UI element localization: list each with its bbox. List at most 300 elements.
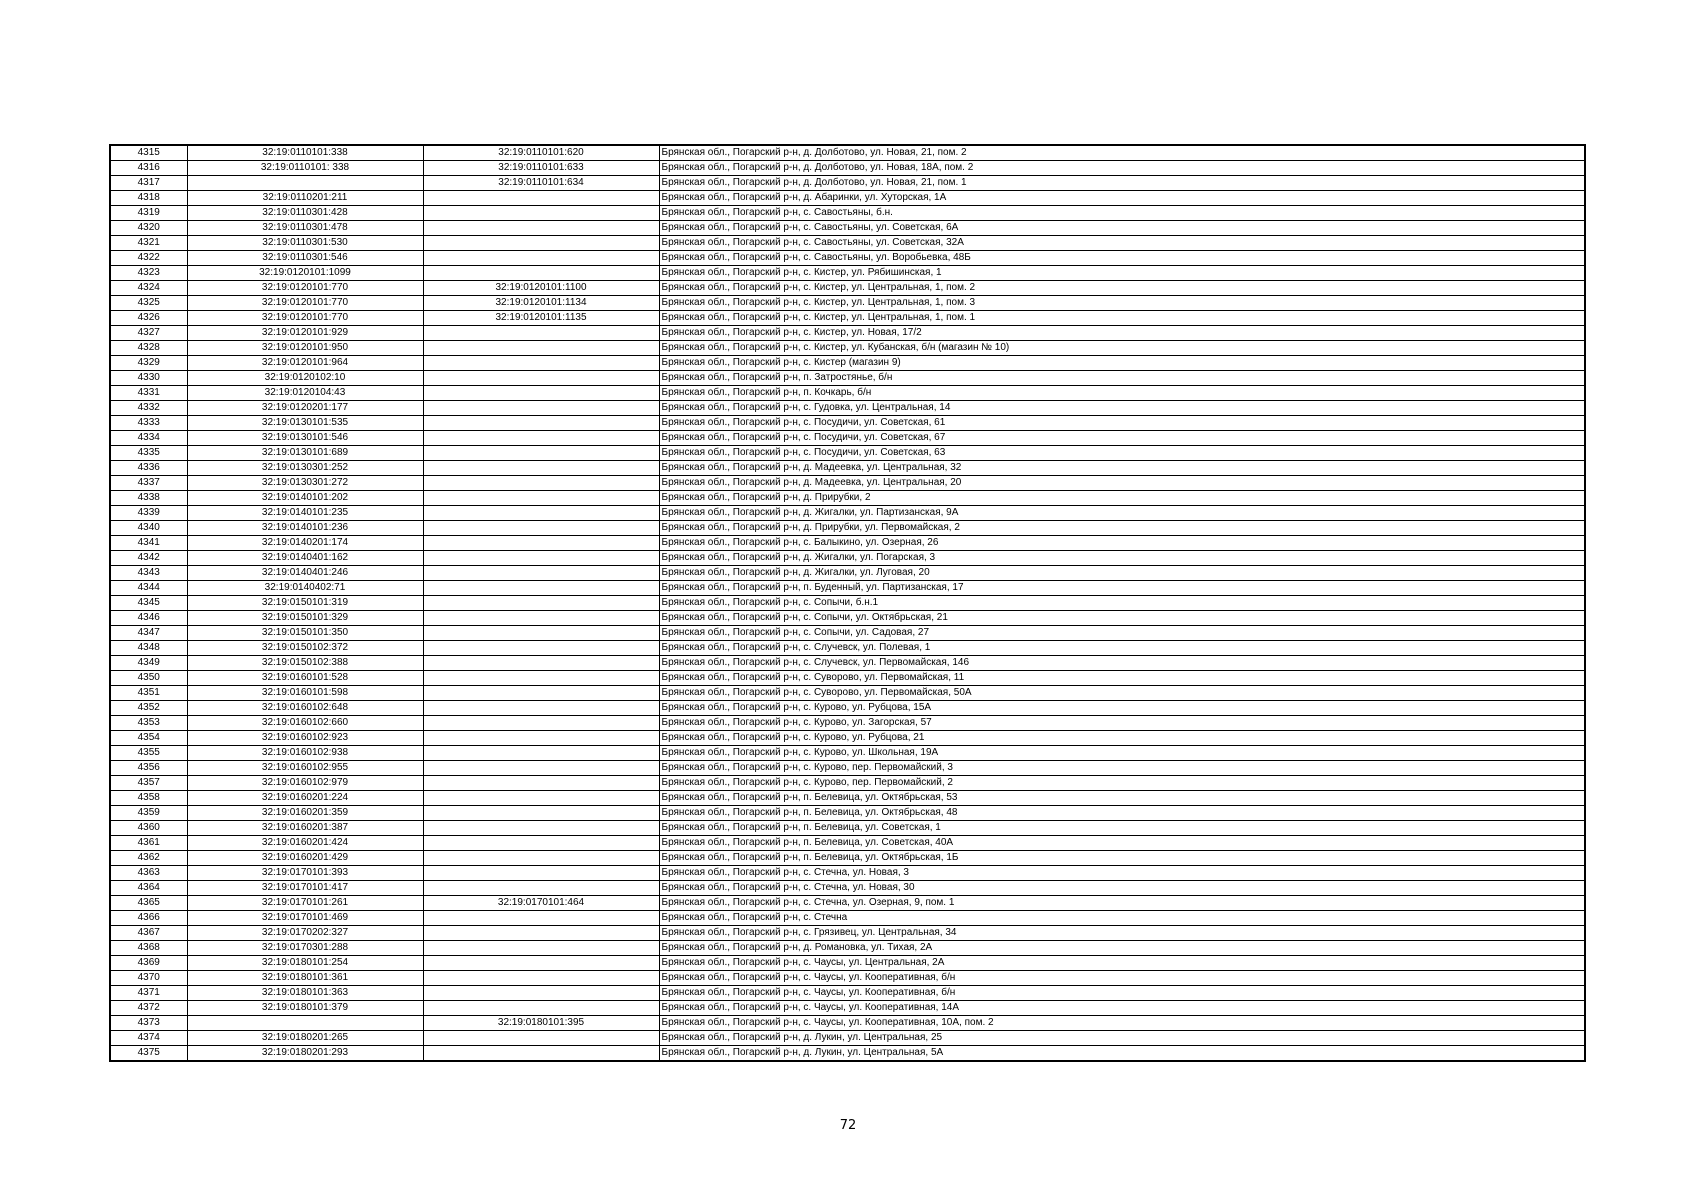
row-number-cell: 4326 <box>110 311 187 326</box>
address-cell: Брянская обл., Погарский р-н, с. Чаусы, ул. Кооперативная, б/н <box>659 971 1585 986</box>
address-cell: Брянская обл., Погарский р-н, д. Прирубки, ул. Первомайская, 2 <box>659 521 1585 536</box>
table-row <box>110 716 1585 731</box>
table-row <box>110 671 1585 686</box>
land-cadastral-cell: 32:19:0120201:177 <box>187 401 423 416</box>
row-number-cell: 4355 <box>110 746 187 761</box>
table-row <box>110 521 1585 536</box>
object-cadastral-cell <box>423 701 659 716</box>
address-cell: Брянская обл., Погарский р-н, с. Грязивец, ул. Центральная, 34 <box>659 926 1585 941</box>
address-cell: Брянская обл., Погарский р-н, д. Лукин, ул. Центральная, 25 <box>659 1031 1585 1046</box>
table-row <box>110 176 1585 191</box>
land-cadastral-cell: 32:19:0140101:235 <box>187 506 423 521</box>
address-cell: Брянская обл., Погарский р-н, п. Кочкарь, б/н <box>659 386 1585 401</box>
land-cadastral-cell: 32:19:0120101:950 <box>187 341 423 356</box>
table-row <box>110 191 1585 206</box>
object-cadastral-cell <box>423 191 659 206</box>
table-row <box>110 821 1585 836</box>
row-number-cell: 4349 <box>110 656 187 671</box>
land-cadastral-cell: 32:19:0170101:469 <box>187 911 423 926</box>
table-row <box>110 236 1585 251</box>
land-cadastral-cell: 32:19:0160102:923 <box>187 731 423 746</box>
row-number-cell: 4370 <box>110 971 187 986</box>
row-number-cell: 4328 <box>110 341 187 356</box>
row-number-cell: 4347 <box>110 626 187 641</box>
land-cadastral-cell: 32:19:0110101:338 <box>187 145 423 161</box>
table-row <box>110 941 1585 956</box>
row-number-cell: 4320 <box>110 221 187 236</box>
object-cadastral-cell <box>423 221 659 236</box>
address-cell: Брянская обл., Погарский р-н, д. Лукин, ул. Центральная, 5А <box>659 1046 1585 1062</box>
land-cadastral-cell: 32:19:0170101:417 <box>187 881 423 896</box>
row-number-cell: 4364 <box>110 881 187 896</box>
row-number-cell: 4330 <box>110 371 187 386</box>
address-cell: Брянская обл., Погарский р-н, с. Кистер, ул. Кубанская, б/н (магазин № 10) <box>659 341 1585 356</box>
object-cadastral-cell <box>423 251 659 266</box>
land-cadastral-cell: 32:19:0180101:363 <box>187 986 423 1001</box>
table-row <box>110 311 1585 326</box>
land-cadastral-cell: 32:19:0110301:530 <box>187 236 423 251</box>
object-cadastral-cell <box>423 626 659 641</box>
object-cadastral-cell <box>423 911 659 926</box>
table-row <box>110 656 1585 671</box>
object-cadastral-cell: 32:19:0110101:633 <box>423 161 659 176</box>
row-number-cell: 4335 <box>110 446 187 461</box>
object-cadastral-cell <box>423 851 659 866</box>
address-cell: Брянская обл., Погарский р-н, с. Кистер, ул. Центральная, 1, пом. 3 <box>659 296 1585 311</box>
address-cell: Брянская обл., Погарский р-н, с. Посудичи, ул. Советская, 61 <box>659 416 1585 431</box>
row-number-cell: 4359 <box>110 806 187 821</box>
land-cadastral-cell: 32:19:0130301:252 <box>187 461 423 476</box>
land-cadastral-cell: 32:19:0130101:535 <box>187 416 423 431</box>
land-cadastral-cell: 32:19:0160102:955 <box>187 761 423 776</box>
row-number-cell: 4340 <box>110 521 187 536</box>
table-row <box>110 731 1585 746</box>
table-row <box>110 161 1585 176</box>
land-cadastral-cell: 32:19:0150101:350 <box>187 626 423 641</box>
row-number-cell: 4351 <box>110 686 187 701</box>
row-number-cell: 4325 <box>110 296 187 311</box>
address-cell: Брянская обл., Погарский р-н, д. Жигалки, ул. Погарская, 3 <box>659 551 1585 566</box>
table-row <box>110 686 1585 701</box>
table-row <box>110 566 1585 581</box>
object-cadastral-cell <box>423 371 659 386</box>
registry-table-body <box>110 145 1585 1061</box>
registry-table <box>109 144 1586 1062</box>
land-cadastral-cell: 32:19:0160201:387 <box>187 821 423 836</box>
object-cadastral-cell <box>423 326 659 341</box>
object-cadastral-cell <box>423 611 659 626</box>
address-cell: Брянская обл., Погарский р-н, с. Чаусы, ул. Кооперативная, 14А <box>659 1001 1585 1016</box>
table-row <box>110 1031 1585 1046</box>
object-cadastral-cell <box>423 1031 659 1046</box>
object-cadastral-cell: 32:19:0110101:620 <box>423 145 659 161</box>
row-number-cell: 4350 <box>110 671 187 686</box>
address-cell: Брянская обл., Погарский р-н, д. Жигалки, ул. Партизанская, 9А <box>659 506 1585 521</box>
object-cadastral-cell <box>423 836 659 851</box>
row-number-cell: 4357 <box>110 776 187 791</box>
row-number-cell: 4318 <box>110 191 187 206</box>
table-row <box>110 971 1585 986</box>
object-cadastral-cell <box>423 776 659 791</box>
table-row <box>110 836 1585 851</box>
address-cell: Брянская обл., Погарский р-н, с. Кистер, ул. Рябишинская, 1 <box>659 266 1585 281</box>
address-cell: Брянская обл., Погарский р-н, с. Стечна, ул. Новая, 3 <box>659 866 1585 881</box>
row-number-cell: 4362 <box>110 851 187 866</box>
address-cell: Брянская обл., Погарский р-н, с. Чаусы, ул. Центральная, 2А <box>659 956 1585 971</box>
object-cadastral-cell <box>423 356 659 371</box>
object-cadastral-cell: 32:19:0120101:1100 <box>423 281 659 296</box>
land-cadastral-cell: 32:19:0110201:211 <box>187 191 423 206</box>
address-cell: Брянская обл., Погарский р-н, п. Белевица, ул. Октябрьская, 53 <box>659 791 1585 806</box>
row-number-cell: 4336 <box>110 461 187 476</box>
land-cadastral-cell: 32:19:0160201:359 <box>187 806 423 821</box>
row-number-cell: 4342 <box>110 551 187 566</box>
object-cadastral-cell <box>423 596 659 611</box>
object-cadastral-cell <box>423 461 659 476</box>
table-row <box>110 986 1585 1001</box>
row-number-cell: 4371 <box>110 986 187 1001</box>
row-number-cell: 4361 <box>110 836 187 851</box>
table-row <box>110 851 1585 866</box>
table-row <box>110 881 1585 896</box>
table-row <box>110 791 1585 806</box>
row-number-cell: 4323 <box>110 266 187 281</box>
row-number-cell: 4316 <box>110 161 187 176</box>
page-number: 72 <box>839 1118 857 1133</box>
row-number-cell: 4373 <box>110 1016 187 1031</box>
land-cadastral-cell: 32:19:0170301:288 <box>187 941 423 956</box>
row-number-cell: 4329 <box>110 356 187 371</box>
address-cell: Брянская обл., Погарский р-н, с. Чаусы, ул. Кооперативная, 10А, пом. 2 <box>659 1016 1585 1031</box>
object-cadastral-cell <box>423 731 659 746</box>
row-number-cell: 4341 <box>110 536 187 551</box>
object-cadastral-cell <box>423 236 659 251</box>
land-cadastral-cell: 32:19:0120101:1099 <box>187 266 423 281</box>
row-number-cell: 4345 <box>110 596 187 611</box>
row-number-cell: 4366 <box>110 911 187 926</box>
land-cadastral-cell: 32:19:0140101:202 <box>187 491 423 506</box>
row-number-cell: 4360 <box>110 821 187 836</box>
land-cadastral-cell: 32:19:0180101:361 <box>187 971 423 986</box>
address-cell: Брянская обл., Погарский р-н, с. Случевск, ул. Первомайская, 146 <box>659 656 1585 671</box>
object-cadastral-cell: 32:19:0180101:395 <box>423 1016 659 1031</box>
address-cell: Брянская обл., Погарский р-н, с. Савостьяны, б.н. <box>659 206 1585 221</box>
land-cadastral-cell: 32:19:0170101:261 <box>187 896 423 911</box>
table-row <box>110 506 1585 521</box>
object-cadastral-cell <box>423 1001 659 1016</box>
table-row <box>110 266 1585 281</box>
object-cadastral-cell <box>423 491 659 506</box>
object-cadastral-cell <box>423 446 659 461</box>
table-row <box>110 145 1585 161</box>
address-cell: Брянская обл., Погарский р-н, д. Долботово, ул. Новая, 18А, пом. 2 <box>659 161 1585 176</box>
land-cadastral-cell: 32:19:0120101:770 <box>187 281 423 296</box>
land-cadastral-cell: 32:19:0170202:327 <box>187 926 423 941</box>
address-cell: Брянская обл., Погарский р-н, д. Прирубки, 2 <box>659 491 1585 506</box>
object-cadastral-cell: 32:19:0120101:1135 <box>423 311 659 326</box>
address-cell: Брянская обл., Погарский р-н, с. Курово, ул. Загорская, 57 <box>659 716 1585 731</box>
address-cell: Брянская обл., Погарский р-н, д. Долботово, ул. Новая, 21, пом. 1 <box>659 176 1585 191</box>
address-cell: Брянская обл., Погарский р-н, с. Балыкино, ул. Озерная, 26 <box>659 536 1585 551</box>
row-number-cell: 4334 <box>110 431 187 446</box>
table-row <box>110 641 1585 656</box>
table-row <box>110 476 1585 491</box>
land-cadastral-cell: 32:19:0160102:938 <box>187 746 423 761</box>
row-number-cell: 4317 <box>110 176 187 191</box>
address-cell: Брянская обл., Погарский р-н, д. Романовка, ул. Тихая, 2А <box>659 941 1585 956</box>
land-cadastral-cell: 32:19:0110301:546 <box>187 251 423 266</box>
table-row <box>110 341 1585 356</box>
table-row <box>110 371 1585 386</box>
address-cell: Брянская обл., Погарский р-н, п. Затростянье, б/н <box>659 371 1585 386</box>
row-number-cell: 4315 <box>110 145 187 161</box>
row-number-cell: 4368 <box>110 941 187 956</box>
table-row <box>110 326 1585 341</box>
address-cell: Брянская обл., Погарский р-н, с. Стечна <box>659 911 1585 926</box>
object-cadastral-cell <box>423 941 659 956</box>
land-cadastral-cell: 32:19:0160201:424 <box>187 836 423 851</box>
land-cadastral-cell: 32:19:0180101:254 <box>187 956 423 971</box>
table-row <box>110 626 1585 641</box>
table-row <box>110 401 1585 416</box>
row-number-cell: 4321 <box>110 236 187 251</box>
table-row <box>110 251 1585 266</box>
table-row <box>110 551 1585 566</box>
row-number-cell: 4322 <box>110 251 187 266</box>
row-number-cell: 4333 <box>110 416 187 431</box>
land-cadastral-cell: 32:19:0160201:224 <box>187 791 423 806</box>
address-cell: Брянская обл., Погарский р-н, с. Посудичи, ул. Советская, 63 <box>659 446 1585 461</box>
object-cadastral-cell <box>423 986 659 1001</box>
land-cadastral-cell: 32:19:0130101:546 <box>187 431 423 446</box>
land-cadastral-cell: 32:19:0140101:236 <box>187 521 423 536</box>
row-number-cell: 4363 <box>110 866 187 881</box>
address-cell: Брянская обл., Погарский р-н, с. Савостьяны, ул. Воробьевка, 48Б <box>659 251 1585 266</box>
table-row <box>110 296 1585 311</box>
table-row <box>110 1001 1585 1016</box>
object-cadastral-cell <box>423 206 659 221</box>
row-number-cell: 4338 <box>110 491 187 506</box>
row-number-cell: 4324 <box>110 281 187 296</box>
address-cell: Брянская обл., Погарский р-н, с. Курово, ул. Рубцова, 15А <box>659 701 1585 716</box>
address-cell: Брянская обл., Погарский р-н, с. Посудичи, ул. Советская, 67 <box>659 431 1585 446</box>
object-cadastral-cell <box>423 401 659 416</box>
object-cadastral-cell <box>423 341 659 356</box>
address-cell: Брянская обл., Погарский р-н, с. Кистер, ул. Новая, 17/2 <box>659 326 1585 341</box>
land-cadastral-cell: 32:19:0120101:929 <box>187 326 423 341</box>
address-cell: Брянская обл., Погарский р-н, с. Случевск, ул. Полевая, 1 <box>659 641 1585 656</box>
land-cadastral-cell: 32:19:0110301:428 <box>187 206 423 221</box>
row-number-cell: 4354 <box>110 731 187 746</box>
table-row <box>110 1046 1585 1062</box>
table-row <box>110 806 1585 821</box>
address-cell: Брянская обл., Погарский р-н, с. Курово, ул. Школьная, 19А <box>659 746 1585 761</box>
land-cadastral-cell: 32:19:0120101:964 <box>187 356 423 371</box>
address-cell: Брянская обл., Погарский р-н, с. Кистер, ул. Центральная, 1, пом. 1 <box>659 311 1585 326</box>
row-number-cell: 4372 <box>110 1001 187 1016</box>
object-cadastral-cell <box>423 716 659 731</box>
table-row <box>110 536 1585 551</box>
table-row <box>110 491 1585 506</box>
row-number-cell: 4348 <box>110 641 187 656</box>
land-cadastral-cell: 32:19:0120102:10 <box>187 371 423 386</box>
table-row <box>110 461 1585 476</box>
land-cadastral-cell: 32:19:0130101:689 <box>187 446 423 461</box>
object-cadastral-cell <box>423 1046 659 1062</box>
address-cell: Брянская обл., Погарский р-н, п. Белевица, ул. Советская, 1 <box>659 821 1585 836</box>
address-cell: Брянская обл., Погарский р-н, с. Гудовка, ул. Центральная, 14 <box>659 401 1585 416</box>
table-row <box>110 776 1585 791</box>
object-cadastral-cell <box>423 971 659 986</box>
row-number-cell: 4339 <box>110 506 187 521</box>
address-cell: Брянская обл., Погарский р-н, д. Мадеевка, ул. Центральная, 20 <box>659 476 1585 491</box>
land-cadastral-cell: 32:19:0110101: 338 <box>187 161 423 176</box>
object-cadastral-cell: 32:19:0170101:464 <box>423 896 659 911</box>
row-number-cell: 4353 <box>110 716 187 731</box>
object-cadastral-cell <box>423 806 659 821</box>
land-cadastral-cell: 32:19:0170101:393 <box>187 866 423 881</box>
land-cadastral-cell: 32:19:0180201:265 <box>187 1031 423 1046</box>
address-cell: Брянская обл., Погарский р-н, п. Белевица, ул. Октябрьская, 1Б <box>659 851 1585 866</box>
address-cell: Брянская обл., Погарский р-н, п. Белевица, ул. Советская, 40А <box>659 836 1585 851</box>
object-cadastral-cell <box>423 821 659 836</box>
row-number-cell: 4344 <box>110 581 187 596</box>
land-cadastral-cell: 32:19:0180101:379 <box>187 1001 423 1016</box>
table-row <box>110 866 1585 881</box>
row-number-cell: 4365 <box>110 896 187 911</box>
table-row <box>110 956 1585 971</box>
table-row <box>110 596 1585 611</box>
land-cadastral-cell: 32:19:0140402:71 <box>187 581 423 596</box>
row-number-cell: 4343 <box>110 566 187 581</box>
table-row <box>110 431 1585 446</box>
address-cell: Брянская обл., Погарский р-н, с. Курово, ул. Рубцова, 21 <box>659 731 1585 746</box>
table-row <box>110 611 1585 626</box>
land-cadastral-cell <box>187 176 423 191</box>
object-cadastral-cell <box>423 476 659 491</box>
address-cell: Брянская обл., Погарский р-н, с. Сопычи, б.н.1 <box>659 596 1585 611</box>
row-number-cell: 4356 <box>110 761 187 776</box>
land-cadastral-cell: 32:19:0120101:770 <box>187 311 423 326</box>
land-cadastral-cell: 32:19:0150102:372 <box>187 641 423 656</box>
land-cadastral-cell: 32:19:0140201:174 <box>187 536 423 551</box>
object-cadastral-cell <box>423 416 659 431</box>
object-cadastral-cell <box>423 926 659 941</box>
address-cell: Брянская обл., Погарский р-н, д. Долботово, ул. Новая, 21, пом. 2 <box>659 145 1585 161</box>
object-cadastral-cell <box>423 791 659 806</box>
address-cell: Брянская обл., Погарский р-н, с. Стечна, ул. Новая, 30 <box>659 881 1585 896</box>
address-cell: Брянская обл., Погарский р-н, с. Суворово, ул. Первомайская, 50А <box>659 686 1585 701</box>
table-row <box>110 386 1585 401</box>
land-cadastral-cell <box>187 1016 423 1031</box>
address-cell: Брянская обл., Погарский р-н, с. Курово, пер. Первомайский, 2 <box>659 776 1585 791</box>
address-cell: Брянская обл., Погарский р-н, с. Чаусы, ул. Кооперативная, б/н <box>659 986 1585 1001</box>
land-cadastral-cell: 32:19:0140401:246 <box>187 566 423 581</box>
address-cell: Брянская обл., Погарский р-н, с. Савостьяны, ул. Советская, 32А <box>659 236 1585 251</box>
row-number-cell: 4331 <box>110 386 187 401</box>
row-number-cell: 4332 <box>110 401 187 416</box>
object-cadastral-cell <box>423 431 659 446</box>
land-cadastral-cell: 32:19:0160102:648 <box>187 701 423 716</box>
land-cadastral-cell: 32:19:0150101:329 <box>187 611 423 626</box>
land-cadastral-cell: 32:19:0160102:979 <box>187 776 423 791</box>
address-cell: Брянская обл., Погарский р-н, с. Стечна, ул. Озерная, 9, пом. 1 <box>659 896 1585 911</box>
land-cadastral-cell: 32:19:0110301:478 <box>187 221 423 236</box>
object-cadastral-cell <box>423 956 659 971</box>
row-number-cell: 4346 <box>110 611 187 626</box>
land-cadastral-cell: 32:19:0180201:293 <box>187 1046 423 1062</box>
table-row <box>110 221 1585 236</box>
address-cell: Брянская обл., Погарский р-н, д. Мадеевка, ул. Центральная, 32 <box>659 461 1585 476</box>
table-row <box>110 356 1585 371</box>
table-row <box>110 206 1585 221</box>
object-cadastral-cell <box>423 536 659 551</box>
table-row <box>110 926 1585 941</box>
address-cell: Брянская обл., Погарский р-н, с. Сопычи, ул. Октябрьская, 21 <box>659 611 1585 626</box>
object-cadastral-cell <box>423 566 659 581</box>
object-cadastral-cell <box>423 746 659 761</box>
land-cadastral-cell: 32:19:0160101:598 <box>187 686 423 701</box>
table-row <box>110 446 1585 461</box>
table-row <box>110 581 1585 596</box>
address-cell: Брянская обл., Погарский р-н, д. Абаринки, ул. Хуторская, 1А <box>659 191 1585 206</box>
address-cell: Брянская обл., Погарский р-н, с. Курово, пер. Первомайский, 3 <box>659 761 1585 776</box>
row-number-cell: 4375 <box>110 1046 187 1062</box>
object-cadastral-cell <box>423 266 659 281</box>
address-cell: Брянская обл., Погарский р-н, с. Суворово, ул. Первомайская, 11 <box>659 671 1585 686</box>
row-number-cell: 4374 <box>110 1031 187 1046</box>
land-cadastral-cell: 32:19:0140401:162 <box>187 551 423 566</box>
land-cadastral-cell: 32:19:0120104:43 <box>187 386 423 401</box>
table-row <box>110 746 1585 761</box>
address-cell: Брянская обл., Погарский р-н, п. Белевица, ул. Октябрьская, 48 <box>659 806 1585 821</box>
object-cadastral-cell <box>423 656 659 671</box>
address-cell: Брянская обл., Погарский р-н, с. Кистер (магазин 9) <box>659 356 1585 371</box>
object-cadastral-cell <box>423 581 659 596</box>
table-row <box>110 911 1585 926</box>
table-row <box>110 416 1585 431</box>
land-cadastral-cell: 32:19:0160101:528 <box>187 671 423 686</box>
address-cell: Брянская обл., Погарский р-н, с. Савостьяны, ул. Советская, 6А <box>659 221 1585 236</box>
address-cell: Брянская обл., Погарский р-н, с. Сопычи, ул. Садовая, 27 <box>659 626 1585 641</box>
row-number-cell: 4358 <box>110 791 187 806</box>
object-cadastral-cell <box>423 671 659 686</box>
land-cadastral-cell: 32:19:0150102:388 <box>187 656 423 671</box>
object-cadastral-cell <box>423 386 659 401</box>
row-number-cell: 4319 <box>110 206 187 221</box>
object-cadastral-cell <box>423 641 659 656</box>
row-number-cell: 4337 <box>110 476 187 491</box>
land-cadastral-cell: 32:19:0130301:272 <box>187 476 423 491</box>
row-number-cell: 4367 <box>110 926 187 941</box>
land-cadastral-cell: 32:19:0160201:429 <box>187 851 423 866</box>
address-cell: Брянская обл., Погарский р-н, п. Буденный, ул. Партизанская, 17 <box>659 581 1585 596</box>
address-cell: Брянская обл., Погарский р-н, с. Кистер, ул. Центральная, 1, пом. 2 <box>659 281 1585 296</box>
land-cadastral-cell: 32:19:0150101:319 <box>187 596 423 611</box>
object-cadastral-cell <box>423 551 659 566</box>
object-cadastral-cell <box>423 521 659 536</box>
object-cadastral-cell <box>423 866 659 881</box>
table-row <box>110 896 1585 911</box>
land-cadastral-cell: 32:19:0120101:770 <box>187 296 423 311</box>
address-cell: Брянская обл., Погарский р-н, д. Жигалки, ул. Луговая, 20 <box>659 566 1585 581</box>
object-cadastral-cell <box>423 881 659 896</box>
table-row <box>110 281 1585 296</box>
object-cadastral-cell <box>423 761 659 776</box>
land-cadastral-cell: 32:19:0160102:660 <box>187 716 423 731</box>
table-row <box>110 761 1585 776</box>
row-number-cell: 4327 <box>110 326 187 341</box>
